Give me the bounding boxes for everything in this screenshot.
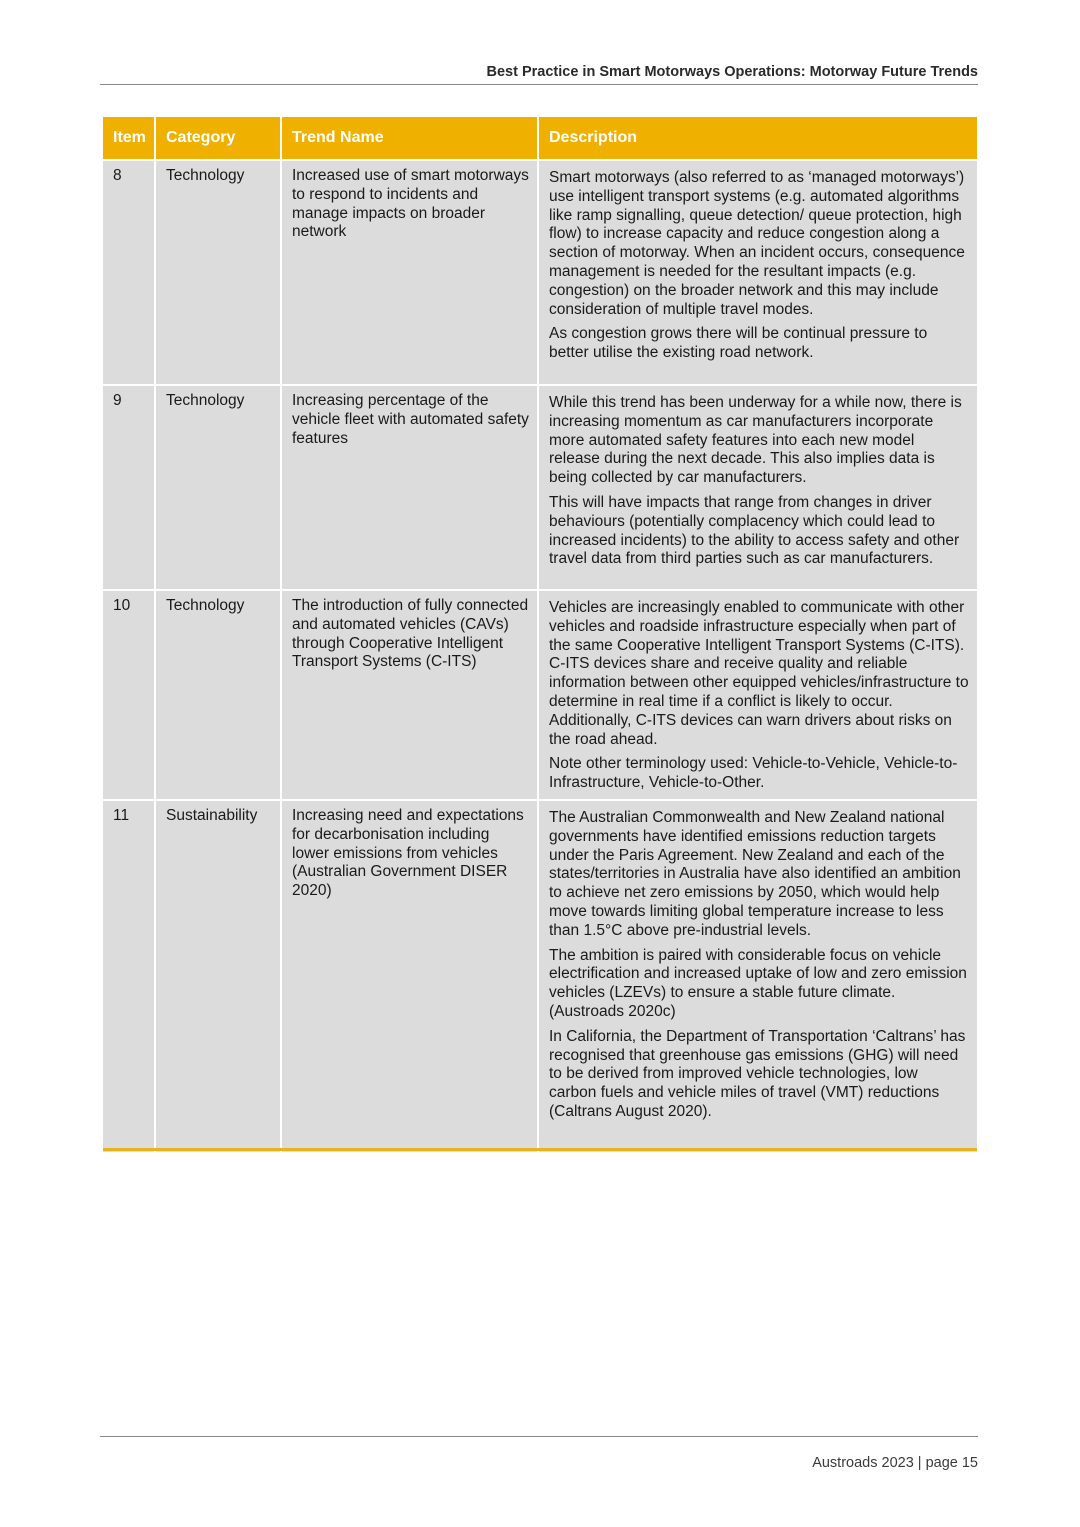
category-cell: Technology	[155, 160, 281, 385]
table-row	[103, 590, 977, 800]
table-row	[103, 160, 977, 385]
table-row	[103, 385, 977, 590]
description-paragraph: Vehicles are increasingly enabled to communicate with other vehicles and roadside infrastructure especially when part of the same Cooperative Intelligent Transport Systems (C-ITS). C-ITS devices share and receive quality and reliable information between other equipped vehicles/infrastructure to determine in real time if a conflict is likely to occur. Additionally, C-ITS devices can warn drivers about risks on the road ahead.	[549, 599, 969, 748]
column-header-description: Description	[538, 117, 977, 160]
description-paragraph: This will have impacts that range from changes in driver behaviours (potentially complacency which could lead to increased incidents) to the ability to access safety and other travel data from third parties such as car manufacturers.	[549, 493, 960, 568]
trends-table	[103, 117, 977, 1152]
running-header: Best Practice in Smart Motorways Operations: Motorway Future Trends	[486, 64, 978, 80]
item-number: 9	[103, 385, 155, 590]
table-row	[103, 800, 977, 1152]
description-cell	[538, 800, 977, 1152]
trend-name-cell: Increasing need and expectations for decarbonisation including lower emissions from vehicles (Australian Government DISER 2020)	[281, 800, 538, 1152]
description-paragraph: While this trend has been underway for a while now, there is increasing momentum as car manufacturers incorporate more automated safety features into each new model release during the next decade. This also implies data is being collected by car manufacturers.	[549, 394, 962, 487]
header-divider	[100, 84, 978, 85]
column-header-category: Category	[155, 117, 281, 160]
item-number: 10	[103, 590, 155, 800]
item-number: 11	[103, 800, 155, 1152]
trend-name-cell: Increasing percentage of the vehicle fleet with automated safety features	[281, 385, 538, 590]
description-paragraph: The Australian Commonwealth and New Zealand national governments have identified emissions reduction targets under the Paris Agreement. New Zealand and each of the states/territories in Australia have also identified an ambition to achieve net zero emissions by 2050, which would help move towards limiting global temperature increase to less than 1.5°C above pre-industrial levels.	[549, 808, 961, 939]
description-cell	[538, 590, 977, 800]
table-header-row	[103, 117, 977, 160]
trend-name-cell: Increased use of smart motorways to respond to incidents and manage impacts on broader network	[281, 160, 538, 385]
description-paragraph: As congestion grows there will be continual pressure to better utilise the existing road network.	[549, 325, 928, 362]
item-number: 8	[103, 160, 155, 385]
category-cell: Sustainability	[155, 800, 281, 1152]
description-cell	[538, 385, 977, 590]
table-bottom-rule	[103, 1148, 977, 1151]
trend-name-cell: The introduction of fully connected and automated vehicles (CAVs) through Cooperative Intelligent Transport Systems (C-ITS)	[281, 590, 538, 800]
description-paragraph: Smart motorways (also referred to as ‘managed motorways’) use intelligent transport systems (e.g. automated algorithms like ramp signalling, queue detection/ queue protection, high flow) to increase capacity and reduce congestion along a section of motorway. When an incident occurs, consequence management is needed for the resultant impacts (e.g. congestion) on the broader network and this may include consideration of multiple travel modes.	[549, 169, 965, 318]
page-footer: Austroads 2023 | page 15	[812, 1455, 978, 1471]
footer-divider	[100, 1436, 978, 1437]
category-cell: Technology	[155, 590, 281, 800]
description-paragraph: In California, the Department of Transportation ‘Caltrans’ has recognised that greenhouse gas emissions (GHG) will need to be derived from improved vehicle technologies, low carbon fuels and vehicle miles of travel (VMT) reductions (Caltrans August 2020).	[549, 1027, 966, 1120]
column-header-item: Item	[103, 117, 155, 160]
description-cell	[538, 160, 977, 385]
description-paragraph: Note other terminology used: Vehicle-to-Vehicle, Vehicle-to-Infrastructure, Vehicle-to-Other.	[549, 755, 958, 792]
column-header-trend-name: Trend Name	[281, 117, 538, 160]
category-cell: Technology	[155, 385, 281, 590]
description-paragraph: The ambition is paired with considerable focus on vehicle electrification and increased uptake of low and zero emission vehicles (LZEVs) to ensure a stable future climate. (Austroads 2020c)	[549, 946, 967, 1020]
